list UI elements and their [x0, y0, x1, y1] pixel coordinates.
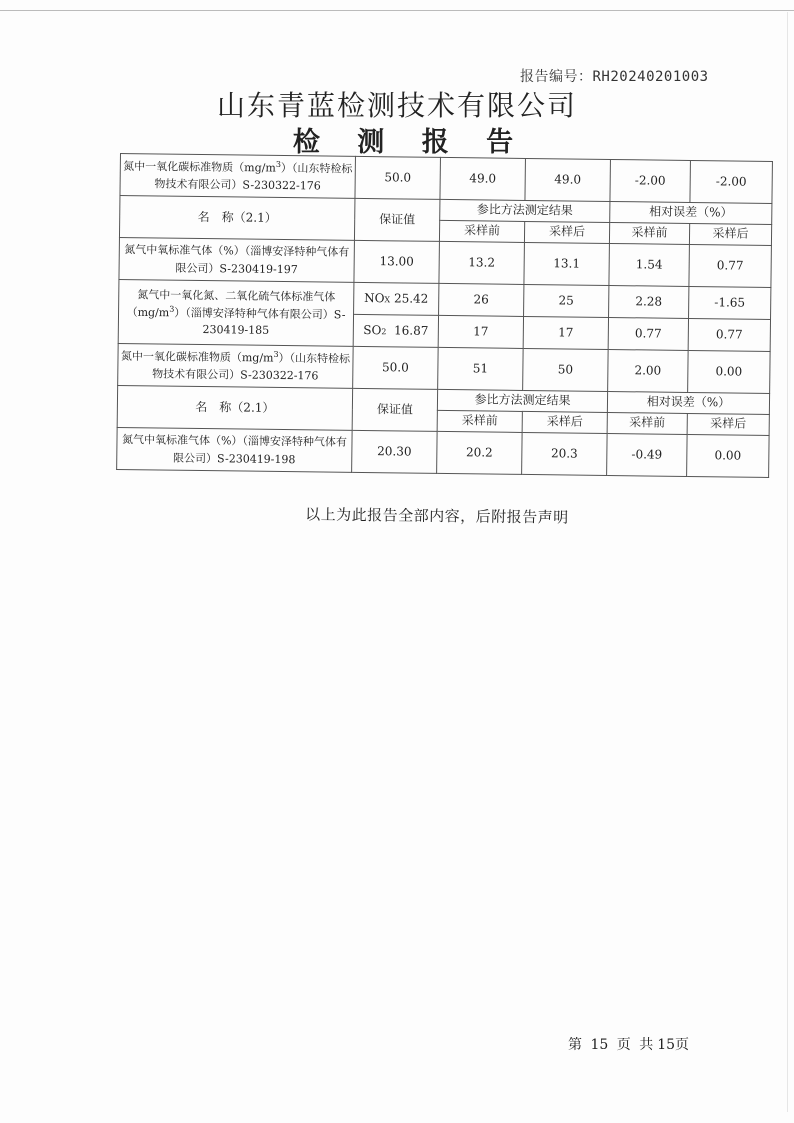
guarantee-header: 保证值	[354, 198, 440, 241]
error-after-value: 0.00	[688, 350, 771, 393]
after-value: 50	[523, 348, 609, 391]
page-unit: 页	[616, 1037, 631, 1053]
table-row	[117, 427, 769, 477]
before-value: 26	[439, 283, 524, 316]
after-value: 17	[523, 316, 608, 349]
after-value: 25	[524, 284, 609, 317]
relative-error-header: 相对误差（%）	[607, 391, 769, 414]
table-row	[119, 279, 771, 319]
before-header: 采样前	[437, 410, 522, 432]
standard-name-cell: 氮气中一氧化氮、二氧化硫气体标准气体$(mg/m^3)$（淄博安泽特种气体有限公司）S-230419-185	[118, 279, 354, 346]
standard-name-cell: 氮中一氧化碳标准物质$(mg/m^3)$（山东特检标物技术有限公司）S-230322-176	[118, 343, 353, 388]
closing-statement: 以上为此报告全部内容，后附报告声明	[305, 505, 569, 527]
so2-guarantee-value: SO2 16.87	[353, 314, 438, 347]
page-footer	[568, 1034, 693, 1054]
error-before-value: -0.49	[607, 433, 688, 476]
error-after-header: 采样后	[687, 413, 769, 435]
total-label: 共	[639, 1037, 654, 1053]
report-title: 检 测 报 告	[292, 127, 528, 158]
standard-name-cell: 氮气中氧标准气体（%）（淄博安泽特种气体有限公司）S-230419-197	[119, 237, 354, 282]
error-before-value: 1.54	[609, 243, 690, 286]
error-after-header: 采样后	[689, 223, 771, 245]
results-table	[116, 153, 773, 478]
before-header: 采样前	[439, 220, 524, 242]
report-number: 报告编号：RH20240201003	[520, 69, 709, 85]
standard-name-cell: 氮气中氧标准气体（%）（淄博安泽特种气体有限公司）S-230419-198	[117, 427, 352, 472]
error-after-value: 0.77	[688, 318, 770, 351]
name-header: 名 称（2.1）	[119, 196, 354, 241]
error-after-value: 0.77	[689, 244, 772, 287]
after-value: 13.1	[524, 242, 610, 285]
error-before-value: 2.28	[609, 285, 689, 318]
guarantee-value: 13.00	[354, 240, 440, 283]
before-value: 49.0	[440, 157, 526, 200]
after-value: 49.0	[525, 158, 611, 201]
name-header: 名 称（2.1）	[117, 385, 352, 430]
error-after-value: 0.00	[687, 434, 770, 477]
after-header: 采样后	[524, 221, 609, 243]
page-number: 15	[590, 1037, 609, 1053]
guarantee-value: 50.0	[355, 156, 441, 199]
guarantee-value: 20.30	[352, 430, 438, 473]
error-before-value: 0.77	[608, 317, 688, 350]
guarantee-header: 保证值	[352, 388, 438, 431]
guarantee-value: 50.0	[353, 346, 439, 389]
error-before-value: -2.00	[610, 159, 691, 202]
standard-name-cell: 氮中一氧化碳标准物质$(mg/m^3)$（山东特检标物技术有限公司）S-230322-176	[120, 154, 355, 199]
error-before-header: 采样前	[607, 412, 687, 434]
after-header: 采样后	[522, 411, 607, 433]
method-result-header: 参比方法测定结果	[440, 199, 610, 222]
error-after-value: -2.00	[690, 160, 773, 203]
error-before-value: 2.00	[608, 349, 689, 392]
nox-guarantee-value: NOX 25.42	[354, 282, 439, 315]
method-result-header: 参比方法测定结果	[437, 389, 607, 412]
before-value: 17	[438, 315, 523, 348]
error-after-value: -1.65	[689, 286, 771, 319]
after-value: 20.3	[522, 432, 608, 475]
total-pages: 15页	[657, 1037, 690, 1053]
right-rule	[787, 12, 788, 1112]
before-value: 13.2	[439, 241, 525, 284]
before-value: 20.2	[437, 431, 523, 474]
before-value: 51	[438, 347, 524, 390]
company-name: 山东青蓝检测技术有限公司	[216, 89, 577, 122]
error-before-header: 采样前	[609, 222, 689, 244]
top-rule	[0, 10, 794, 11]
page-label: 第	[568, 1037, 582, 1053]
relative-error-header: 相对误差（%）	[610, 201, 772, 224]
